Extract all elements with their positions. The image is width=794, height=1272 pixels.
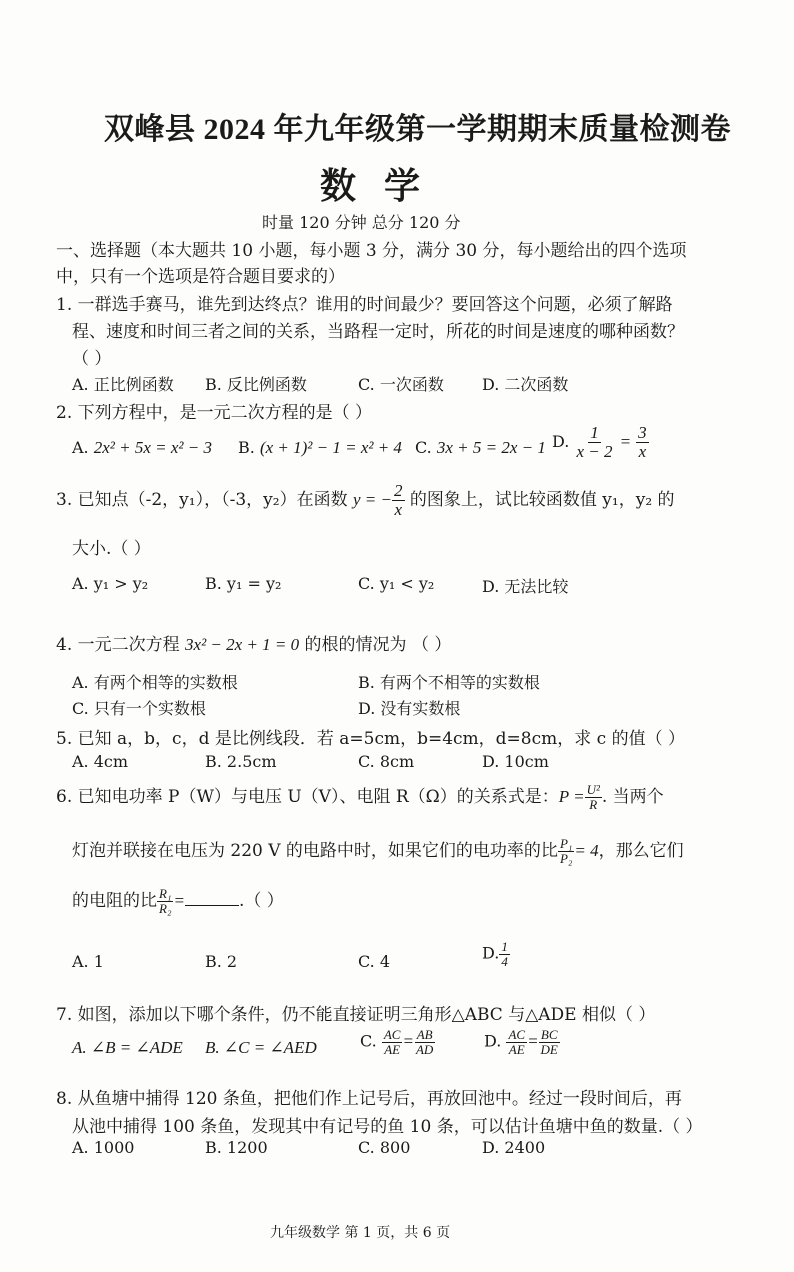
q7-d-d2: DE xyxy=(540,1041,558,1057)
q6-d-num: 1 xyxy=(501,939,508,954)
q2-option-d-frac1 xyxy=(574,424,614,461)
q1-option-c: C. 一次函数 xyxy=(358,375,444,394)
q2-d-den1: x − 2 xyxy=(576,441,613,461)
q6-line2-part1: 灯泡并联接在电压为 220 V 的电路中时，如果它们的电功率的比 xyxy=(72,841,558,861)
q3-func-frac xyxy=(392,482,405,519)
q6-option-a: A. 1 xyxy=(72,952,104,971)
q4-option-b: B. 有两个不相等的实数根 xyxy=(358,673,540,692)
q6-stem-line3 xyxy=(72,886,284,916)
q6-option-d-frac xyxy=(499,940,510,968)
q2-option-b-label: B. xyxy=(238,438,255,457)
q8-option-c: C. 800 xyxy=(358,1138,411,1157)
q6-answer-blank xyxy=(185,905,239,906)
q2-option-a-label: A. xyxy=(72,438,89,457)
q2-option-d xyxy=(552,424,649,461)
q8-option-d: D. 2400 xyxy=(482,1138,546,1157)
q7-option-a-expr: A. ∠B = ∠ADE xyxy=(72,1038,183,1057)
exam-meta: 时量 120 分钟 总分 120 分 xyxy=(262,213,461,232)
q2-option-c xyxy=(415,438,546,458)
q2-option-a-expr: 2x² + 5x = x² − 3 xyxy=(93,438,212,457)
q3-stem-part1: 3. 已知点（-2，y₁），（-3，y₂）在函数 xyxy=(56,489,348,510)
q3-option-d: D. 无法比较 xyxy=(482,577,569,596)
q2-d-eq: = xyxy=(619,431,632,451)
q5-option-c: C. 8cm xyxy=(358,752,415,771)
q4-stem xyxy=(56,630,451,655)
q5-stem: 5. 已知 a，b，c，d 是比例线段．若 a=5cm，b=4cm，d=8cm，求 c 的值（ ） xyxy=(56,729,685,749)
q1-answer-bracket: （ ） xyxy=(72,349,112,369)
q6-ratio-num: P₁ xyxy=(559,836,573,852)
q4-option-d: D. 没有实数根 xyxy=(358,699,461,718)
q6-power-ratio xyxy=(558,837,574,865)
q6-line1-part1: 6. 已知电功率 P（W）与电压 U（V）、电阻 R（Ω）的关系式是： xyxy=(56,787,559,807)
q2-option-c-label: C. xyxy=(415,438,432,457)
q6-line3-part1: 的电阻的比 xyxy=(72,891,157,911)
q4-option-c: C. 只有一个实数根 xyxy=(72,699,206,718)
page-footer: 九年级数学 第 1 页，共 6 页 xyxy=(270,1225,451,1241)
q6-stem xyxy=(56,782,664,812)
q3-option-c: C. y₁ < y₂ xyxy=(358,574,435,593)
q6-r-den: R₂ xyxy=(159,901,172,916)
q6-stem-line2 xyxy=(72,836,684,866)
q1-stem-cont: 程、速度和时间三者之间的关系，当路程一定时，所花的时间是速度的哪种函数？ xyxy=(72,322,684,342)
q7-c-d2: AD xyxy=(415,1041,434,1057)
q3-option-a: A. y₁ > y₂ xyxy=(72,574,149,593)
q7-option-b-expr: B. ∠C = ∠AED xyxy=(205,1038,317,1057)
q4-equation: 3x² − 2x + 1 = 0 xyxy=(185,635,300,654)
q7-d-n1: AC xyxy=(508,1027,526,1042)
q7-d-frac1 xyxy=(506,1028,527,1056)
q1-option-b: B. 反比例函数 xyxy=(205,375,307,394)
q7-c-frac2 xyxy=(414,1028,435,1056)
q6-line2-part2: ，那么它们 xyxy=(598,841,684,861)
q6-line1-part2: . 当两个 xyxy=(601,787,664,807)
q1-option-d: D. 二次函数 xyxy=(482,375,569,394)
q7-c-eq: = xyxy=(402,1031,414,1051)
q8-stem: 8. 从鱼塘中捕得 120 条鱼，把他们作上记号后，再放回池中。经过一段时间后，再 xyxy=(56,1089,682,1109)
q6-r-eq: = xyxy=(173,891,185,910)
q2-option-a xyxy=(72,438,212,458)
q6-resistance-ratio xyxy=(157,887,173,915)
q7-d-eq: = xyxy=(527,1031,539,1051)
q7-option-d-label: D. xyxy=(484,1031,502,1051)
q7-option-d xyxy=(484,1028,560,1056)
q7-stem: 7. 如图，添加以下哪个条件，仍不能直接证明三角形△ABC 与△ADE 相似（ ） xyxy=(56,1005,656,1025)
q7-c-d1: AE xyxy=(384,1041,401,1057)
q7-option-c xyxy=(360,1028,435,1056)
q7-d-frac2 xyxy=(539,1028,560,1056)
section-heading-cont: 中，只有一个选项是符合题目要求的） xyxy=(56,267,345,287)
q5-option-d: D. 10cm xyxy=(482,752,549,771)
q6-ratio-den: P₂ xyxy=(559,851,573,866)
q2-d-den2: x xyxy=(638,441,647,461)
q4-stem-part1: 4. 一元二次方程 xyxy=(56,635,180,655)
q4-stem-part2: 的根的情况为 （ ） xyxy=(304,635,452,655)
q7-c-n1: AC xyxy=(383,1027,401,1042)
q7-d-d1: AE xyxy=(508,1041,525,1057)
q7-option-b xyxy=(205,1038,317,1058)
q6-formula-den: R xyxy=(589,797,598,812)
q2-stem: 2. 下列方程中，是一元二次方程的是（ ） xyxy=(56,403,373,423)
q5-option-a: A. 4cm xyxy=(72,752,129,771)
q2-option-b-expr: (x + 1)² − 1 = x² + 4 xyxy=(259,438,402,457)
q2-option-c-expr: 3x + 5 = 2x − 1 xyxy=(436,438,546,457)
q7-c-n2: AB xyxy=(416,1027,433,1042)
q6-option-d xyxy=(482,940,510,968)
q1-stem: 1. 一群选手赛马，谁先到达终点？谁用的时间最少？要回答这个问题，必须了解路 xyxy=(56,295,673,315)
exam-title: 双峰县 2024 年九年级第一学期期末质量检测卷 xyxy=(104,113,731,146)
q6-option-c: C. 4 xyxy=(358,952,391,971)
q6-r-num: R₁ xyxy=(159,886,172,902)
q7-option-a xyxy=(72,1038,183,1058)
q6-option-b: B. 2 xyxy=(205,952,238,971)
q6-formula-num: U² xyxy=(586,782,600,798)
q7-c-frac1 xyxy=(382,1028,403,1056)
q6-ratio-eq: = 4 xyxy=(574,841,599,860)
q3-func-den: x xyxy=(394,499,403,519)
q2-option-d-frac2 xyxy=(636,424,649,461)
q4-option-a: A. 有两个相等的实数根 xyxy=(72,673,238,692)
q3-stem-cont: 大小.（ ） xyxy=(72,539,151,559)
q3-stem-part2: 的图象上，试比较函数值 y₁，y₂ 的 xyxy=(409,489,675,510)
q6-formula-lhs: P = xyxy=(558,787,585,806)
q3-option-b: B. y₁ = y₂ xyxy=(205,574,282,593)
q3-stem xyxy=(56,482,675,519)
q8-option-b: B. 1200 xyxy=(205,1138,268,1157)
q6-option-d-label: D. xyxy=(482,943,500,963)
subject-title: 数学 xyxy=(320,165,449,207)
q2-option-d-label: D. xyxy=(552,431,570,451)
q7-d-n2: BC xyxy=(540,1027,558,1042)
q6-formula-frac xyxy=(585,783,602,811)
q2-d-num2: 3 xyxy=(638,423,647,442)
q2-option-b xyxy=(238,438,402,458)
q1-option-a: A. 正比例函数 xyxy=(72,375,174,394)
q8-stem-cont: 从池中捕得 100 条鱼，发现其中有记号的鱼 10 条，可以估计鱼塘中鱼的数量.（ ） xyxy=(72,1117,703,1137)
q7-option-c-label: C. xyxy=(360,1031,377,1051)
q8-option-a: A. 1000 xyxy=(72,1138,135,1157)
q3-func-num: 2 xyxy=(394,481,403,500)
q6-line3-part2: .（ ） xyxy=(238,891,284,911)
q5-option-b: B. 2.5cm xyxy=(205,752,277,771)
q3-func: y = − xyxy=(353,489,392,509)
q6-d-den: 4 xyxy=(501,953,508,969)
section-heading: 一、选择题（本大题共 10 小题，每小题 3 分，满分 30 分，每小题给出的四个选项 xyxy=(56,241,687,261)
q2-d-num1: 1 xyxy=(590,423,599,442)
